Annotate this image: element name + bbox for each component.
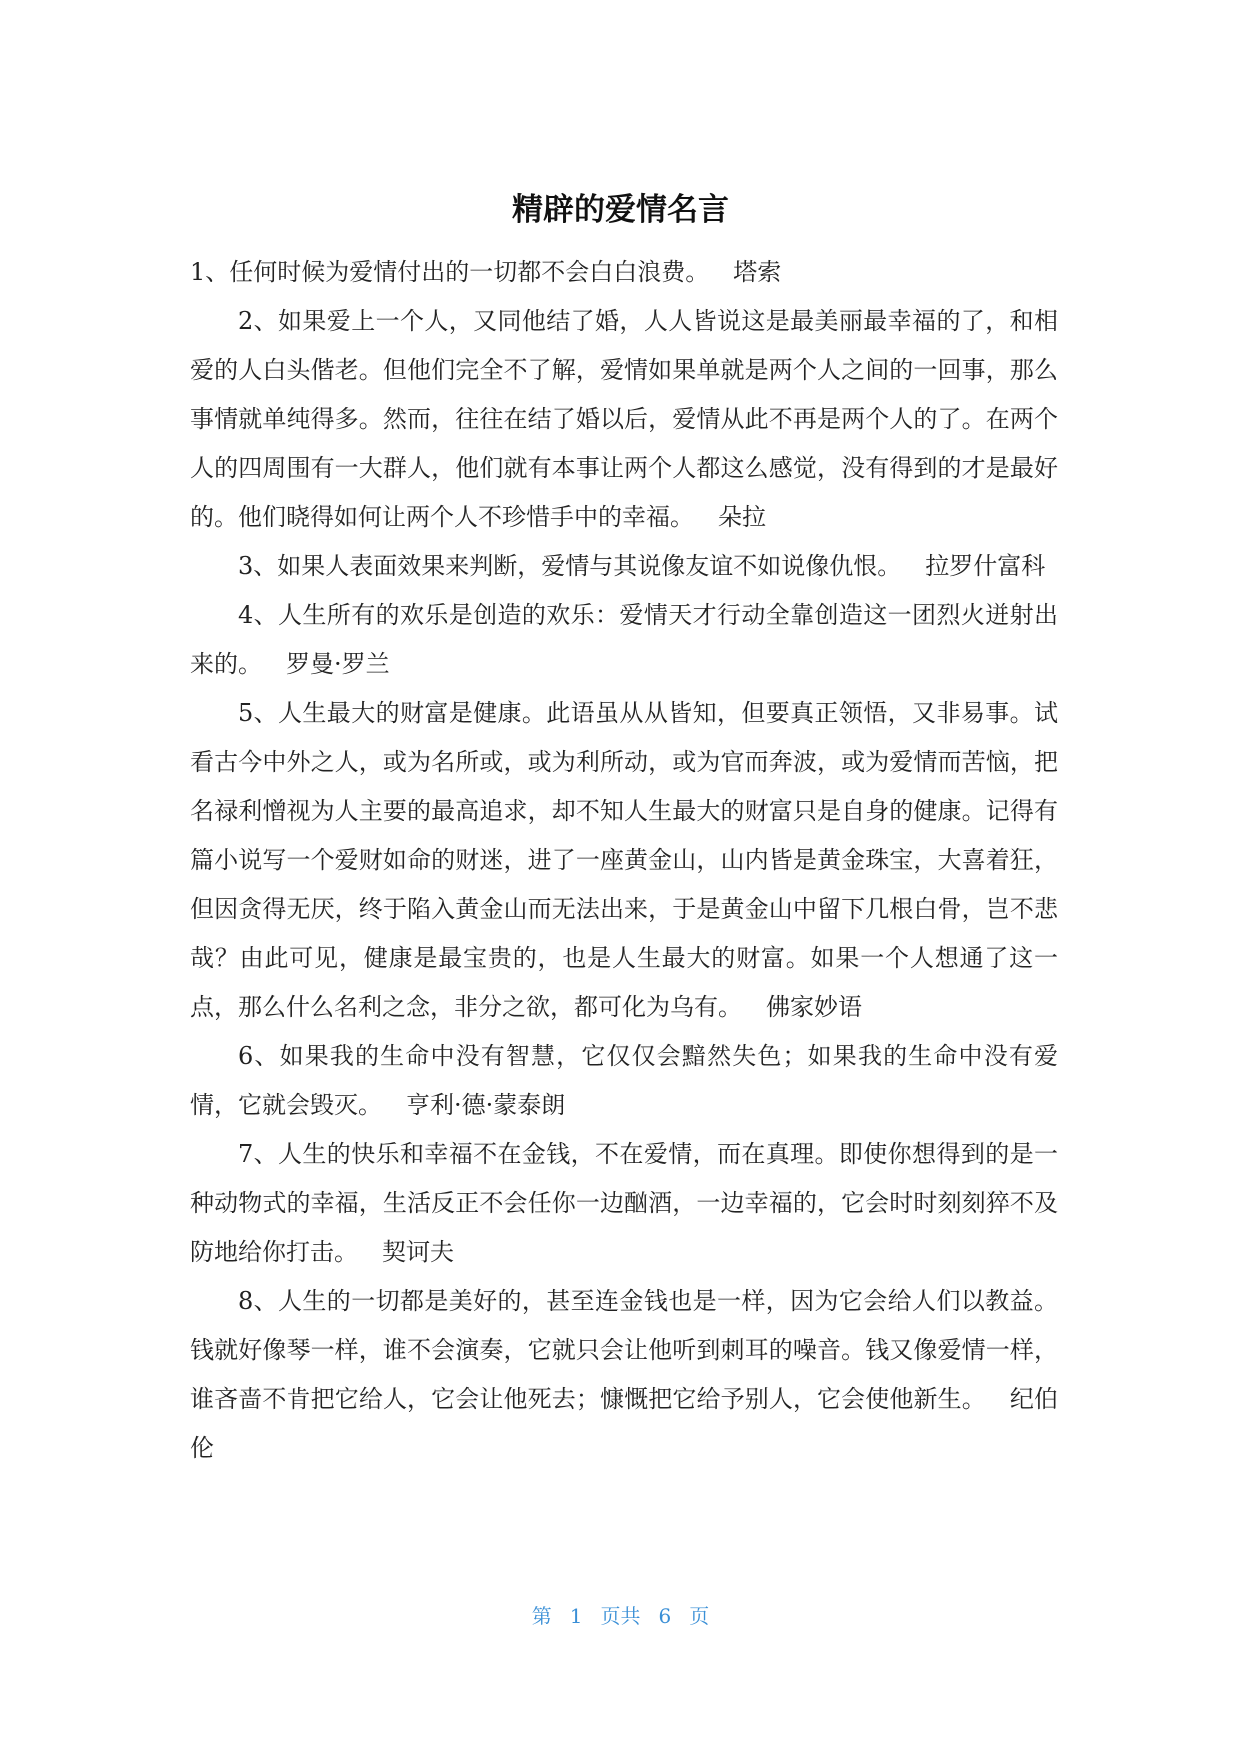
quote-paragraph-2 (190, 297, 1058, 542)
quote-author: 纪伯伦 (190, 1385, 1059, 1462)
footer-middle: 页共 (600, 1604, 641, 1628)
quote-text: 5、人生最大的财富是健康。此语虽从从皆知，但要真正领悟，又非易事。试看古今中外之人，或为名所或，或为利所动，或为官而奔波，或为爱情而苦恼，把名禄利憎视为人主要的最高追求，却不知人生最大的财富只是自身的健康。记得有篇小说写一个爱财如命的财迷，进了一座黄金山，山内皆是黄金珠宝，大喜着狂，但因贪得无厌，终于陷入黄金山而无法出来，于是黄金山中留下几根白骨，岂不悲哉？由此可见，健康是最宝贵的，也是人生最大的财富。如果一个人想通了这一点，那么什么名利之念，非分之欲，都可化为乌有。 (190, 699, 1058, 1021)
quote-author: 佛家妙语 (766, 993, 862, 1021)
quote-author: 拉罗什富科 (925, 552, 1046, 580)
quote-paragraph-4 (190, 591, 1058, 689)
quote-author: 罗曼·罗兰 (286, 650, 390, 678)
footer-total-pages: 6 (658, 1604, 672, 1628)
quote-text: 8、人生的一切都是美好的，甚至连金钱也是一样，因为它会给人们以教益。钱就好像琴一样，谁不会演奏，它就只会让他听到刺耳的噪音。钱又像爱情一样，谁吝啬不肯把它给人，它会让他死去；慷慨把它给予别人，它会使他新生。 (190, 1287, 1058, 1413)
quote-text: 1、任何时候为爱情付出的一切都不会白白浪费。 (190, 258, 710, 286)
quote-author: 契诃夫 (382, 1238, 454, 1266)
quote-author: 塔索 (733, 258, 782, 286)
document-body (190, 248, 1058, 1473)
footer-prefix: 第 (531, 1604, 552, 1628)
quote-author: 朵拉 (718, 503, 766, 531)
quote-paragraph-5 (190, 689, 1058, 1032)
quote-text: 2、如果爱上一个人，又同他结了婚，人人皆说这是最美丽最幸福的了，和相爱的人白头偕老。但他们完全不了解，爱情如果单就是两个人之间的一回事，那么事情就单纯得多。然而，往往在结了婚以后，爱情从此不再是两个人的了。在两个人的四周围有一大群人，他们就有本事让两个人都这么感觉，没有得到的才是最好的。他们晓得如何让两个人不珍惜手中的幸福。 (190, 307, 1058, 531)
quote-text: 3、如果人表面效果来判断，爱情与其说像友谊不如说像仇恨。 (238, 552, 902, 580)
quote-paragraph-3 (190, 542, 1058, 591)
quote-author: 亨利·德·蒙泰朗 (406, 1091, 566, 1119)
footer-suffix: 页 (689, 1604, 710, 1628)
quote-paragraph-1 (190, 248, 1058, 297)
quote-paragraph-8 (190, 1277, 1058, 1473)
page-footer (0, 1602, 1241, 1630)
quote-text: 4、人生所有的欢乐是创造的欢乐：爱情天才行动全靠创造这一团烈火迸射出来的。 (190, 601, 1058, 678)
quote-paragraph-6 (190, 1032, 1058, 1130)
quote-text: 7、人生的快乐和幸福不在金钱，不在爱情，而在真理。即使你想得到的是一种动物式的幸福，生活反正不会任你一边酗酒，一边幸福的，它会时时刻刻猝不及防地给你打击。 (190, 1140, 1058, 1266)
page-title: 精辟的爱情名言 (512, 192, 729, 228)
quote-paragraph-7 (190, 1130, 1058, 1277)
quote-text: 6、如果我的生命中没有智慧，它仅仅会黯然失色；如果我的生命中没有爱情，它就会毁灭。 (190, 1042, 1058, 1119)
footer-current-page: 1 (569, 1604, 583, 1628)
